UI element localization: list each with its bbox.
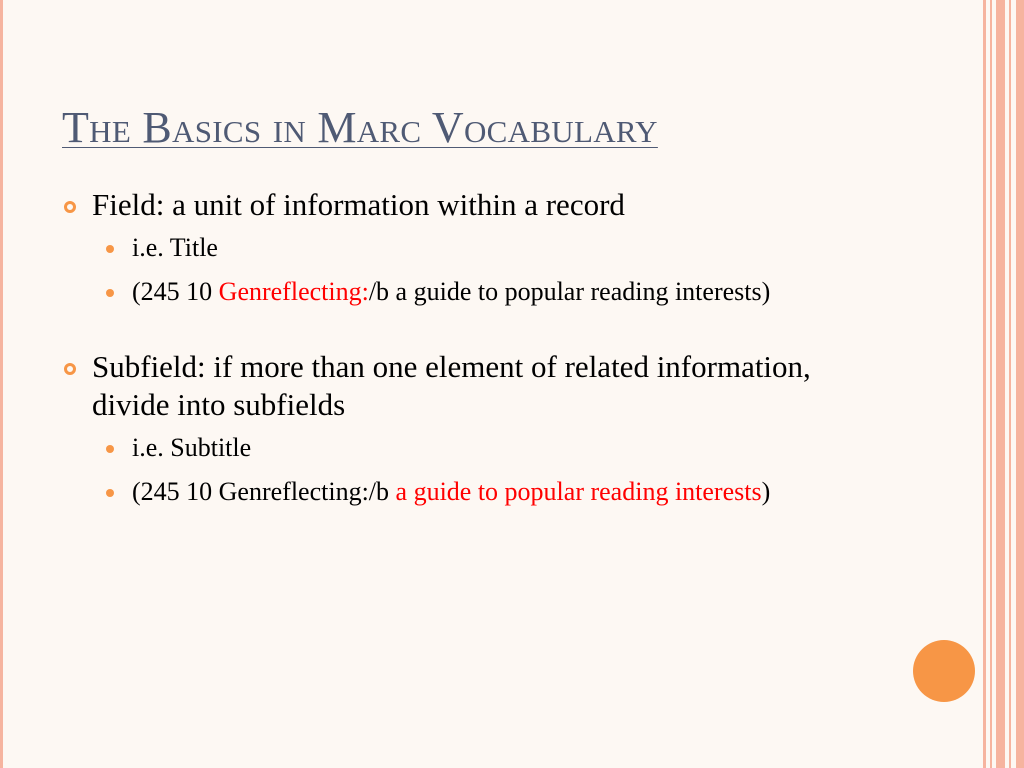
sub-bullet-text-plain: ) [761, 477, 771, 506]
dot-bullet-icon [106, 245, 114, 253]
dot-bullet-icon [106, 489, 114, 497]
sub-bullet-text-highlight: a guide to popular reading interests [395, 477, 762, 506]
decorative-stripe [1016, 0, 1024, 768]
decorative-stripe [983, 0, 986, 768]
sub-bullet-list [92, 228, 882, 312]
sub-bullet-text-plain: (245 10 Genreflecting:/b [132, 477, 396, 506]
ring-bullet-icon [64, 201, 76, 213]
slide-title[interactable]: The Basics in Marc Vocabulary [62, 103, 658, 152]
decorative-stripe [996, 0, 1005, 768]
decorative-stripe [990, 0, 992, 768]
dot-bullet-icon [106, 445, 114, 453]
bullet-text: Field: a unit of information within a record [92, 187, 625, 222]
sub-bullet-item [92, 428, 882, 468]
sub-bullet-text-highlight: Genreflecting: [218, 277, 369, 306]
sub-bullet-text-plain: (245 10 [132, 277, 219, 306]
sub-bullet-item [92, 228, 882, 268]
decorative-circle [913, 640, 975, 702]
ring-bullet-icon [64, 363, 76, 375]
sub-bullet-item [92, 272, 882, 312]
slide-content [62, 186, 882, 512]
sub-bullet-item [92, 472, 882, 512]
sub-bullet-list [92, 428, 882, 512]
sub-bullet-text: i.e. Title [132, 233, 218, 262]
sub-bullet-text-plain: /b a guide to popular reading interests) [368, 277, 771, 306]
dot-bullet-icon [106, 289, 114, 297]
bullet-field [62, 186, 882, 312]
sub-bullet-text: i.e. Subtitle [132, 433, 252, 462]
decorative-stripe [1009, 0, 1011, 768]
bullet-subfield [62, 348, 882, 512]
bullet-text: Subfield: if more than one element of related information, divide into subfields [92, 349, 811, 422]
